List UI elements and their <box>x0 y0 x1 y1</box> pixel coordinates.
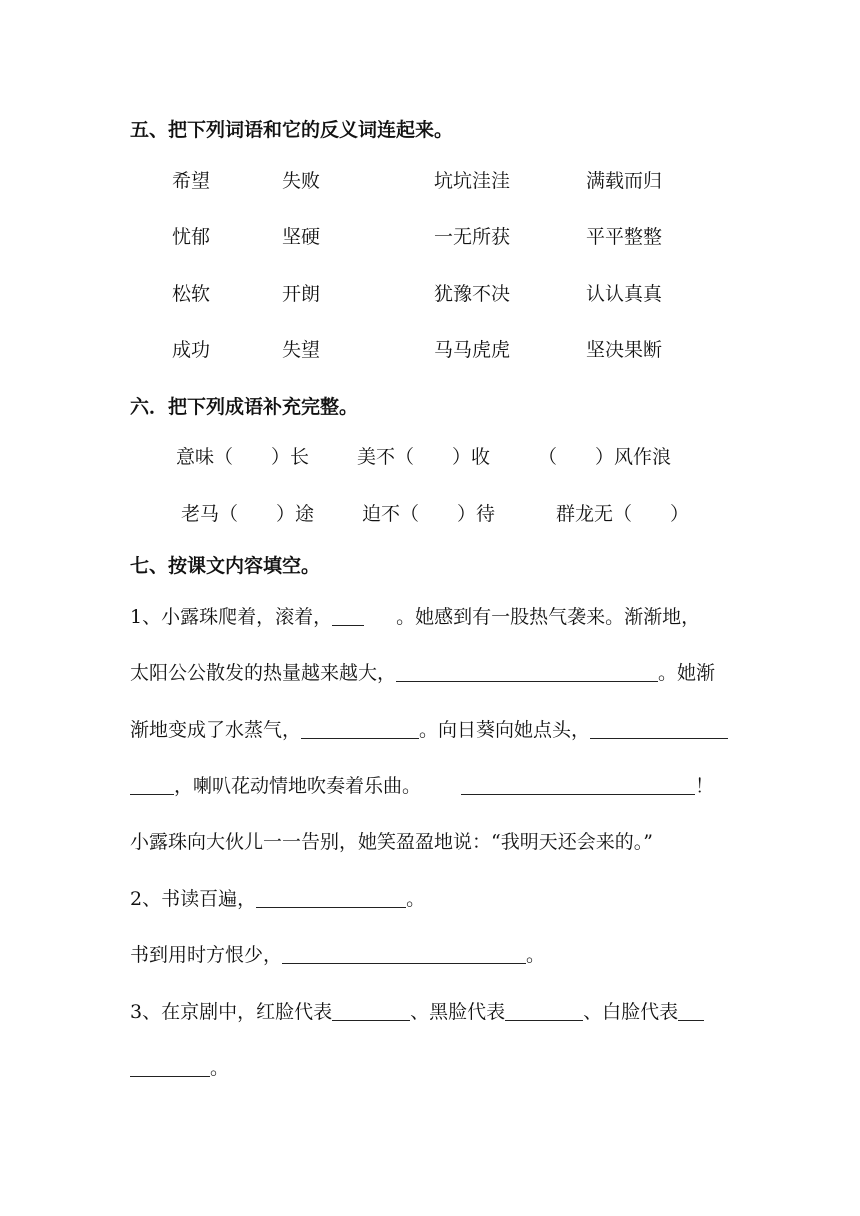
idiom-r1c1: 意味（ ）长 <box>176 446 310 468</box>
idiom-r2c2: 迫不（ ）待 <box>362 503 496 525</box>
word-r4c4: 坚决果断 <box>586 339 663 361</box>
q3-line1-text-c: 、白脸代表 <box>583 1001 679 1023</box>
q2-blank-1[interactable] <box>256 888 406 908</box>
q3-line1-text-b: 、黑脸代表 <box>410 1001 506 1023</box>
q1-line2 <box>130 658 715 685</box>
idiom-r2c3: 群龙无（ ） <box>556 503 690 525</box>
q3-line1 <box>130 997 704 1024</box>
word-r1c4: 满载而归 <box>586 170 663 192</box>
word-r1c2: 失败 <box>282 170 321 192</box>
q1-line4 <box>130 771 714 798</box>
q1-line3-text-a: 渐地变成了水蒸气， <box>130 719 302 741</box>
q1-line5: 小露珠向大伙儿一一告别，她笑盈盈地说：“我明天还会来的。” <box>130 831 653 853</box>
q2-line2-text-b: 。 <box>526 944 546 966</box>
q3-blank-red[interactable] <box>332 1001 410 1021</box>
q1-blank-1[interactable] <box>332 606 364 626</box>
word-r2c3: 一无所获 <box>434 226 511 248</box>
word-r3c1: 松软 <box>172 283 211 305</box>
q3-blank-white-b[interactable] <box>130 1057 210 1077</box>
q1-blank-3[interactable] <box>301 719 419 739</box>
q1-line1 <box>130 602 700 629</box>
q1-line3-text-b: 。向日葵向她点头， <box>419 719 591 741</box>
word-r4c1: 成功 <box>172 339 211 361</box>
q2-line2 <box>130 940 545 967</box>
section7-title: 七、按课文内容填空。 <box>130 555 321 577</box>
q2-line1-text-a: 2、书读百遍， <box>130 888 257 910</box>
q1-line1-text-a: 1、小露珠爬着，滚着， <box>130 606 333 628</box>
q3-line2-text-b: 。 <box>210 1057 230 1079</box>
word-r2c4: 平平整整 <box>586 226 663 248</box>
q1-line4-text-b: ！ <box>695 775 715 797</box>
q1-blank-2[interactable] <box>396 662 658 682</box>
word-r1c3: 坑坑洼洼 <box>434 170 511 192</box>
word-r4c2: 失望 <box>282 339 321 361</box>
word-r3c3: 犹豫不决 <box>434 283 511 305</box>
q1-blank-4a[interactable] <box>590 719 728 739</box>
q2-line1-text-b: 。 <box>406 888 426 910</box>
q3-line2 <box>130 1053 229 1080</box>
word-r2c1: 忧郁 <box>172 226 211 248</box>
q2-blank-2[interactable] <box>282 944 526 964</box>
section6-title: 六．把下列成语补充完整。 <box>130 396 359 418</box>
q1-line2-text-a: 太阳公公散发的热量越来越大， <box>130 662 397 684</box>
idiom-r1c3: （ ）风作浪 <box>538 446 672 468</box>
q3-blank-white-a[interactable] <box>678 1001 704 1021</box>
word-r3c2: 开朗 <box>282 283 321 305</box>
section5-title: 五、把下列词语和它的反义词连起来。 <box>130 119 454 141</box>
q1-line3 <box>130 715 728 742</box>
q2-line1 <box>130 884 425 911</box>
word-r2c2: 坚硬 <box>282 226 321 248</box>
q3-line1-text-a: 3、在京剧中，红脸代表 <box>130 1001 333 1023</box>
word-r1c1: 希望 <box>172 170 211 192</box>
q2-line2-text-a: 书到用时方恨少， <box>130 944 283 966</box>
q1-line1-text-b: 。她感到有一股热气袭来。渐渐地， <box>396 606 701 628</box>
q1-blank-4b[interactable] <box>130 775 174 795</box>
word-r3c4: 认认真真 <box>586 283 663 305</box>
idiom-r1c2: 美不（ ）收 <box>357 446 491 468</box>
word-r4c3: 马马虎虎 <box>434 339 511 361</box>
q1-blank-5[interactable] <box>461 775 695 795</box>
q1-line2-text-b: 。她渐 <box>658 662 716 684</box>
q1-line4-text-a: ，喇叭花动情地吹奏着乐曲。 <box>174 775 422 797</box>
idiom-r2c1: 老马（ ）途 <box>181 503 315 525</box>
q3-blank-black[interactable] <box>505 1001 583 1021</box>
